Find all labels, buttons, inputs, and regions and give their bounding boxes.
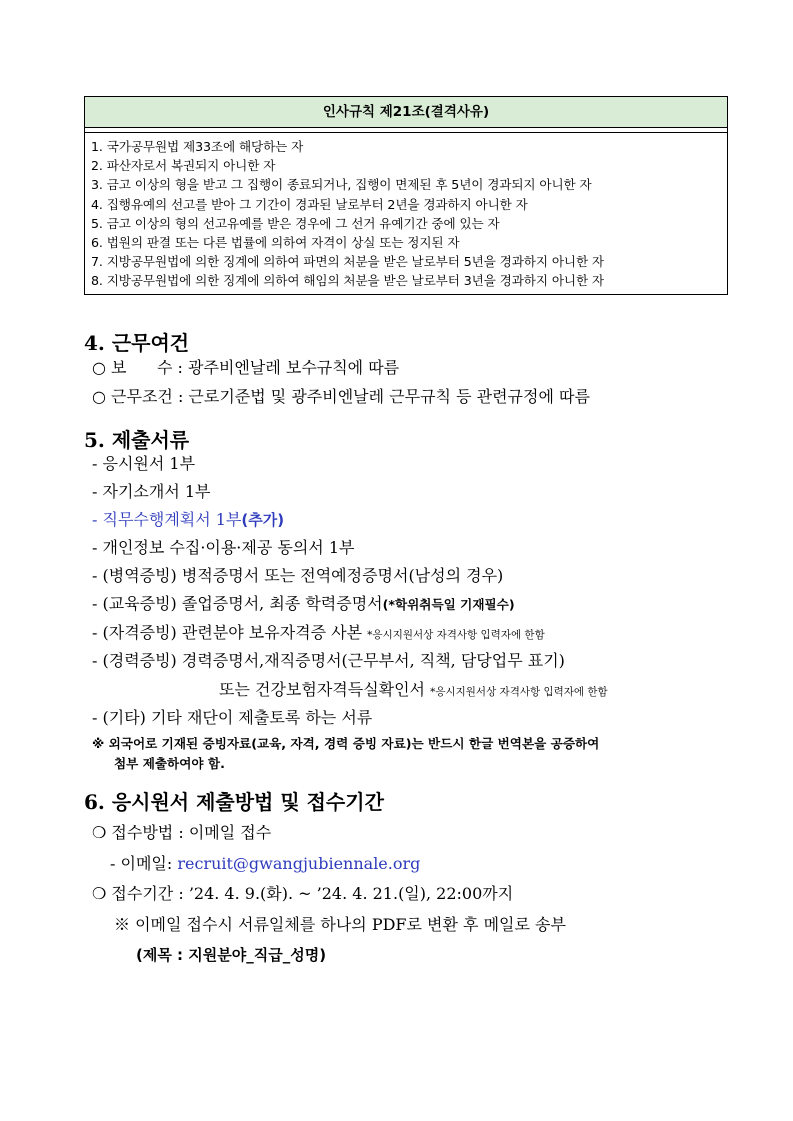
rule-item: 4. 집행유예의 선고를 받아 그 기간이 경과된 날로부터 2년을 경과하지 아니한 자 [91,196,528,212]
email-link[interactable]: recruit@gwangjubiennale.org [177,854,421,873]
subject-format-line: (제목 : 지원분야_직급_성명) [136,946,327,964]
document-item-added [92,507,284,530]
document-item: - 자기소개서 1부 [92,482,211,501]
document-item [92,591,515,614]
qualification-note: *응시지원서상 자격사항 입력자에 한함 [367,629,545,641]
rule-item: 6. 법원의 판결 또는 다른 법률에 의하여 자격이 상실 또는 정지된 자 [91,235,460,251]
rule-item: 7. 지방공무원법에 의한 징계에 의하여 파면의 처분을 받은 날로부터 5년을 경과하지 아니한 자 [91,254,604,270]
rule-item: 2. 파산자로서 복권되지 아니한 자 [91,158,276,174]
period-line: ❍ 접수기간 : ’24. 4. 9.(화). ~ ’24. 4. 21.(일), 22:00까지 [92,884,514,903]
document-item: - 개인정보 수집·이용·제공 동의서 1부 [92,538,355,557]
document-item-text: - 직무수행계획서 1부 [92,510,242,529]
method-line: ❍ 접수방법 : 이메일 접수 [92,823,272,842]
document-item [92,620,545,643]
section-heading-work-conditions: 4. 근무여건 [84,331,190,355]
document-item: - (병역증빙) 병적증명서 또는 전역예정증명서(남성의 경우) [92,566,504,585]
rule-item: 3. 금고 이상의 형을 받고 그 집행이 종료되거나, 집행이 면제된 후 5년이 경과되지 아니한 자 [91,177,592,193]
document-item: - (기타) 기타 재단이 제출토록 하는 서류 [92,708,373,727]
rule-item: 8. 지방공무원법에 의한 징계에 의하여 해임의 처분을 받은 날로부터 3년을 경과하지 아니한 자 [91,273,604,289]
email-line [110,851,420,874]
section-heading-application: 6. 응시원서 제출방법 및 접수기간 [84,790,384,814]
degree-date-note: (*학위취득일 기재필수) [382,597,515,612]
document-item-text: - (교육증빙) 졸업증명서, 최종 학력증명서 [92,594,383,613]
section-heading-documents: 5. 제출서류 [84,428,190,452]
added-tag: (추가) [241,511,285,529]
rule-item: 1. 국가공무원법 제33조에 해당하는 자 [91,139,304,154]
translation-warning-line1: ※ 외국어로 기재된 증빙자료(교육, 자격, 경력 증빙 자료)는 반드시 한글 번역본을 공증하여 [92,736,600,751]
conditions-line: ○ 근무조건 : 근로기준법 및 광주비엔날레 근무규칙 등 관련규정에 따름 [92,387,590,406]
rules-table-body [85,133,727,294]
document-item-text: 또는 건강보험자격득실확인서 [219,680,426,699]
translation-warning-line2: 첨부 제출하여야 함. [114,756,225,771]
pdf-note-line: ※ 이메일 접수시 서류일체를 하나의 PDF로 변환 후 메일로 송부 [114,915,566,934]
email-label: - 이메일: [110,854,178,873]
rule-item: 5. 금고 이상의 형의 선고유예를 받은 경우에 그 선거 유예기간 중에 있는 자 [91,215,500,231]
document-item: - (경력증빙) 경력증명서,재직증명서(근무부서, 직책, 담당업무 표기) [92,651,565,670]
salary-line: ○ 보 수 : 광주비엔날레 보수규칙에 따름 [92,358,400,377]
rules-table-title: 인사규칙 제21조(결격사유) [85,97,727,128]
document-item-continuation [219,677,608,700]
document-item: - 응시원서 1부 [92,454,196,473]
qualification-note: *응시지원서상 자격사항 입력자에 한함 [430,686,608,698]
document-item-text: - (자격증빙) 관련분야 보유자격증 사본 [92,623,363,642]
disqualification-rules-table [84,96,728,295]
